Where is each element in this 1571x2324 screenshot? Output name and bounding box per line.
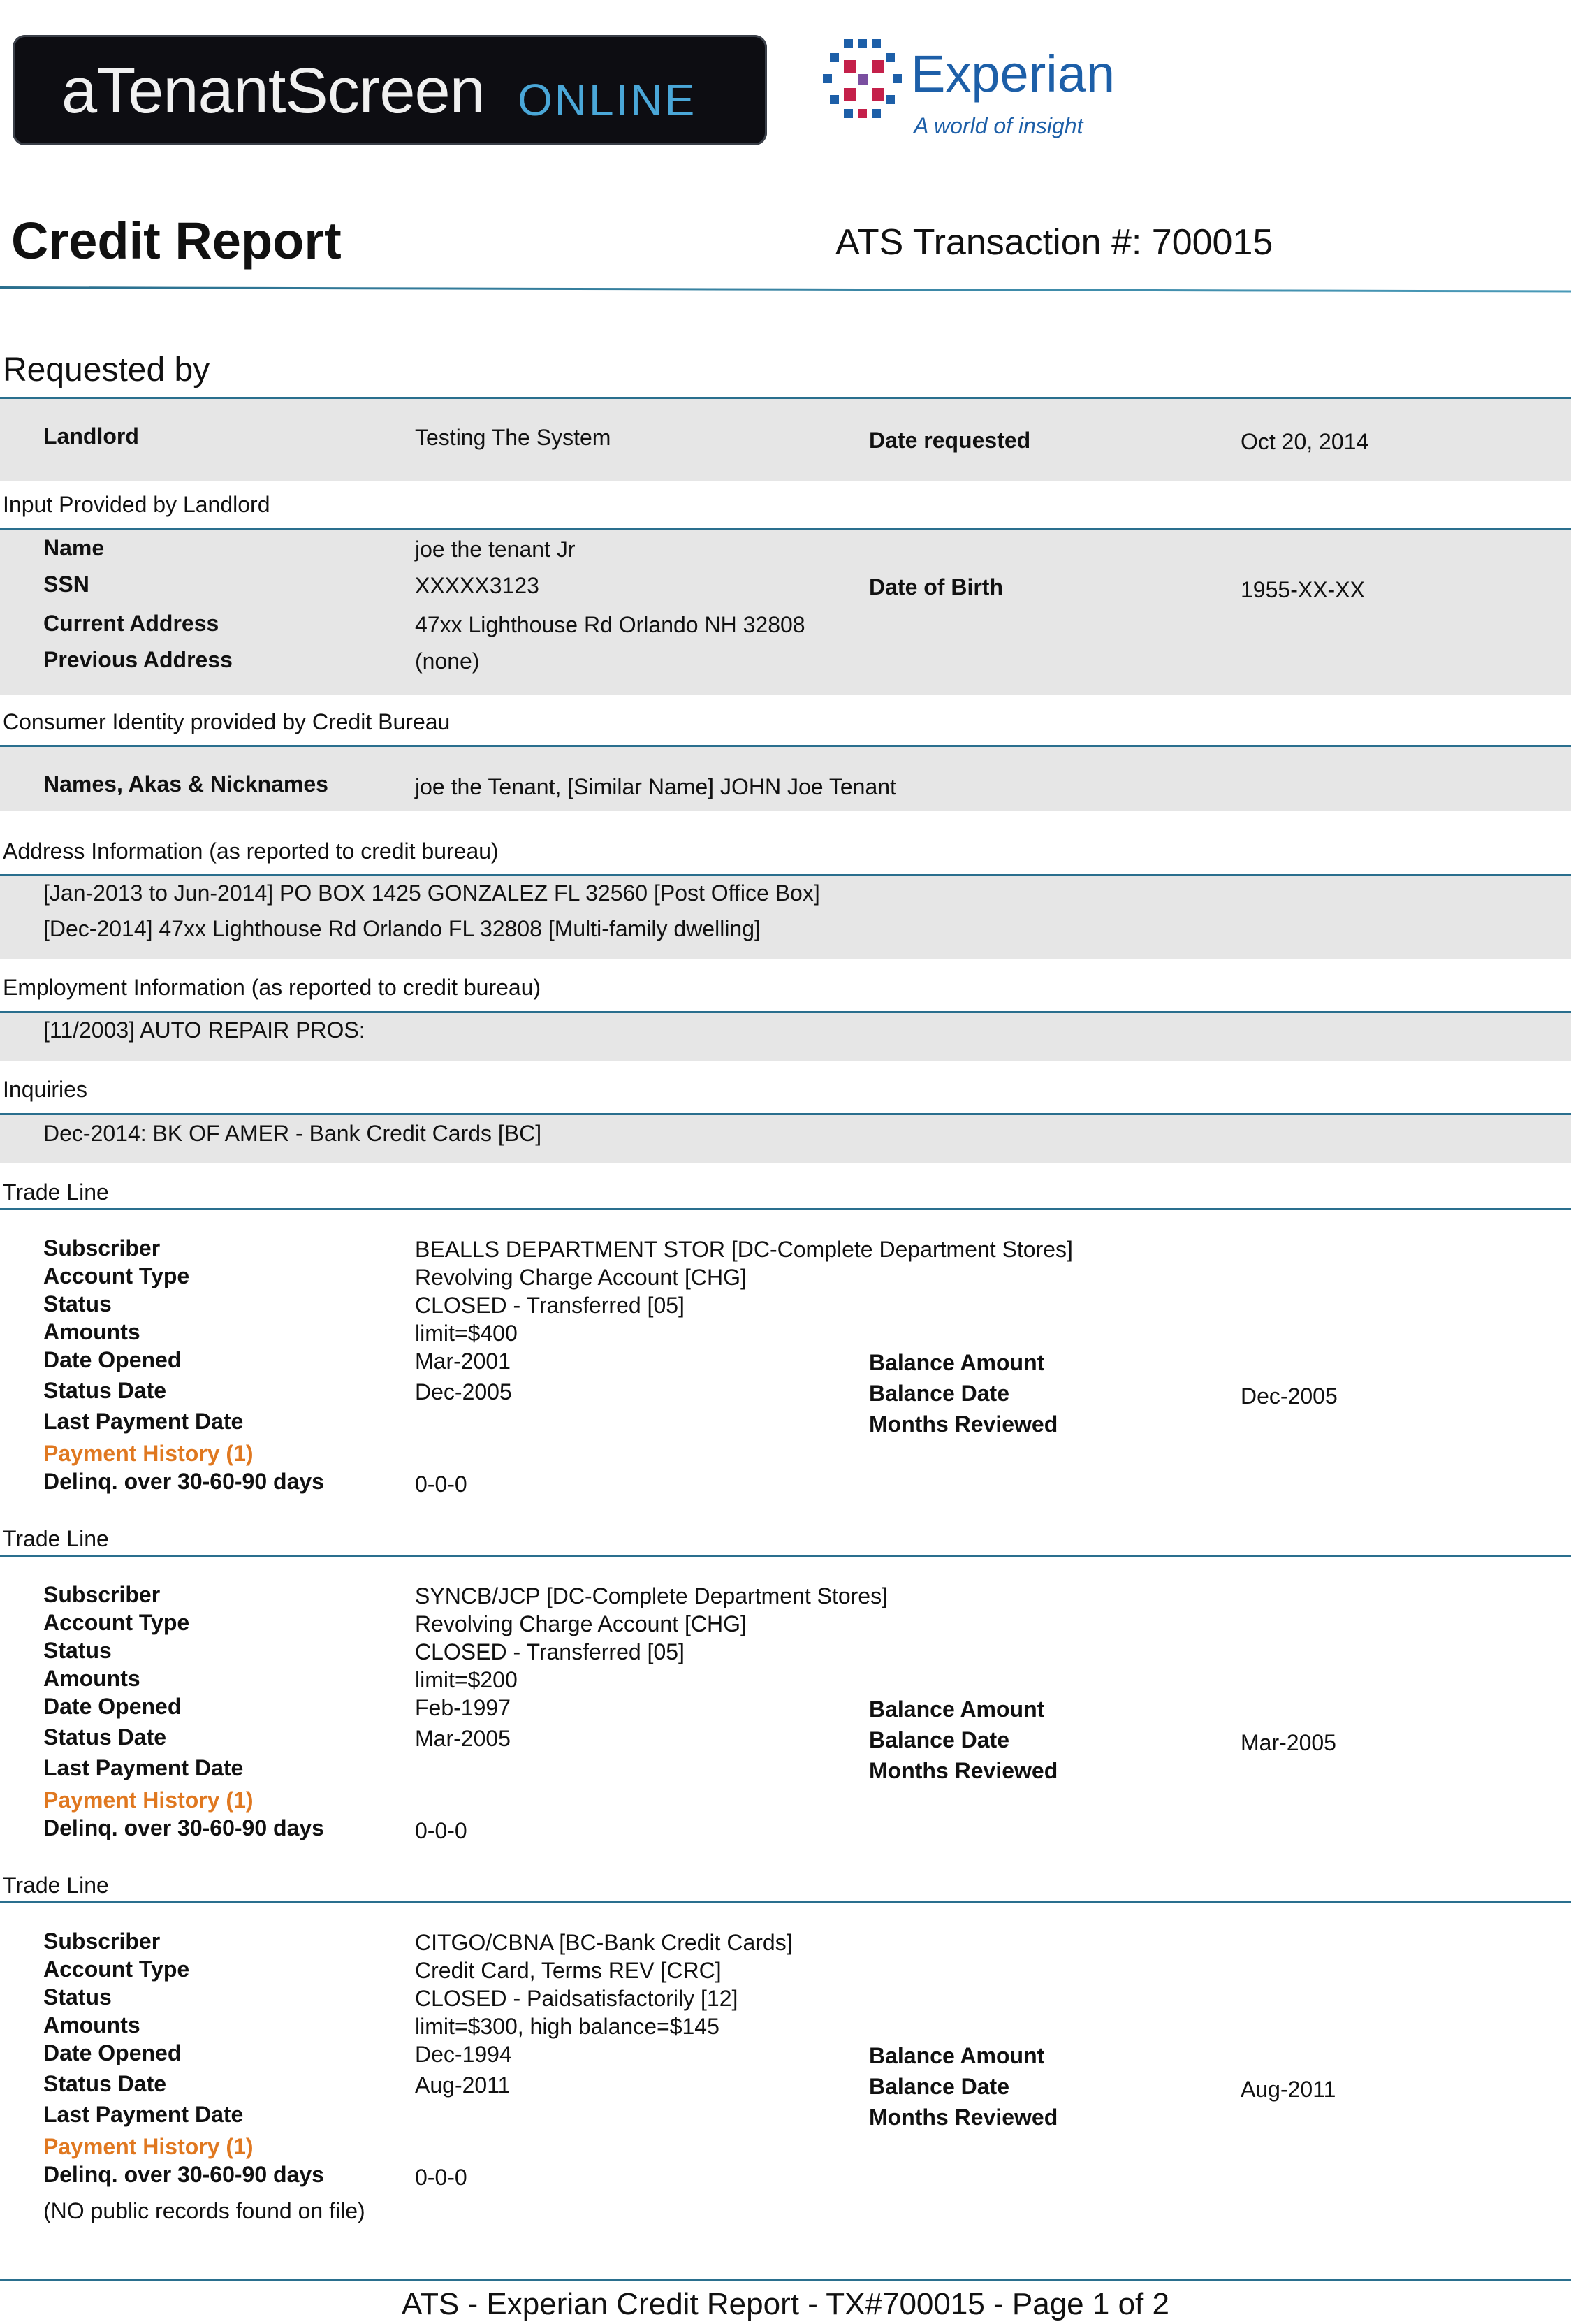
date-opened-label: Date Opened [43,2040,182,2065]
payment-history-link[interactable]: Payment History (1) [43,1441,254,1466]
status-date-value: Mar-2005 [415,1726,511,1751]
requested-by-heading: Requested by [3,351,210,388]
last-payment-label: Last Payment Date [43,2102,244,2127]
page-title: Credit Report [11,212,342,270]
name-label: Name [43,535,105,560]
name-value: joe the tenant Jr [415,537,576,562]
status-label: Status [43,1984,112,2010]
address-heading: Address Information (as reported to credit bureau) [3,838,499,864]
date-requested-label: Date requested [869,428,1031,453]
balance-date-label: Balance Date [869,2074,1009,2099]
names-akas-label: Names, Akas & Nicknames [43,771,328,797]
balance-amount-label: Balance Amount [869,1697,1045,1722]
subscriber-value: CITGO/CBNA [BC-Bank Credit Cards] [415,1930,793,1955]
atenantscreen-logo [13,35,767,145]
account-type-value: Revolving Charge Account [CHG] [415,1611,747,1636]
current-address-label: Current Address [43,611,219,636]
experian-tagline: A world of insight [914,113,1083,138]
balance-date-label: Balance Date [869,1727,1009,1752]
balance-date-label: Balance Date [869,1381,1009,1406]
logo-main-text: aTenantScreen [61,55,485,126]
status-label: Status [43,1291,112,1316]
payment-history-link[interactable]: Payment History (1) [43,2134,254,2159]
delinq-value: 0-0-0 [415,2165,467,2190]
delinq-label: Delinq. over 30-60-90 days [43,1815,324,1840]
delinq-value: 0-0-0 [415,1472,467,1497]
employment-item: [11/2003] AUTO REPAIR PROS: [43,1017,365,1043]
trade-line-heading: Trade Line [3,1526,109,1551]
status-label: Status [43,1638,112,1663]
subscriber-value: BEALLS DEPARTMENT STOR [DC-Complete Department Stores] [415,1237,1073,1262]
subscriber-label: Subscriber [43,1929,161,1954]
account-type-label: Account Type [43,1263,190,1288]
previous-address-value: (none) [415,648,480,674]
public-records-note: (NO public records found on file) [43,2198,365,2223]
trade-line-heading: Trade Line [3,1179,109,1205]
experian-dots-icon [823,39,907,123]
date-opened-value: Dec-1994 [415,2042,512,2067]
subscriber-value: SYNCB/JCP [DC-Complete Department Stores] [415,1583,888,1608]
amounts-label: Amounts [43,2012,140,2038]
inquiries-heading: Inquiries [3,1077,87,1102]
account-type-value: Revolving Charge Account [CHG] [415,1265,747,1290]
date-opened-value: Feb-1997 [415,1695,511,1720]
delinq-value: 0-0-0 [415,1818,467,1843]
subscriber-label: Subscriber [43,1582,161,1607]
transaction-number: ATS Transaction #: 700015 [835,222,1273,263]
names-akas-value: joe the Tenant, [Similar Name] JOHN Joe Tenant [415,774,896,799]
page-footer: ATS - Experian Credit Report - TX#700015 - Page 1 of 2 [402,2287,1169,2321]
status-date-label: Status Date [43,2071,167,2096]
experian-logo [823,39,1116,151]
address-item: [Jan-2013 to Jun-2014] PO BOX 1425 GONZALEZ FL 32560 [Post Office Box] [43,880,820,906]
footer-divider [0,2279,1571,2281]
header-divider [0,286,1571,292]
balance-date-value: Mar-2005 [1241,1730,1336,1755]
months-reviewed-label: Months Reviewed [869,1758,1058,1783]
amounts-label: Amounts [43,1666,140,1691]
section-divider [0,1901,1571,1903]
status-value: CLOSED - Paidsatisfactorily [12] [415,1986,738,2011]
months-reviewed-label: Months Reviewed [869,1411,1058,1437]
date-opened-label: Date Opened [43,1347,182,1372]
date-requested-value: Oct 20, 2014 [1241,429,1369,454]
balance-amount-label: Balance Amount [869,1350,1045,1375]
last-payment-label: Last Payment Date [43,1755,244,1780]
current-address-value: 47xx Lighthouse Rd Orlando NH 32808 [415,612,805,637]
balance-date-value: Aug-2011 [1241,2077,1336,2102]
amounts-value: limit=$400 [415,1321,518,1346]
account-type-label: Account Type [43,1610,190,1635]
section-divider [0,1208,1571,1210]
status-date-label: Status Date [43,1378,167,1403]
status-date-value: Dec-2005 [415,1379,512,1404]
balance-amount-label: Balance Amount [869,2043,1045,2068]
last-payment-label: Last Payment Date [43,1409,244,1434]
experian-name: Experian [911,45,1116,103]
trade-line-heading: Trade Line [3,1873,109,1898]
inquiry-item: Dec-2014: BK OF AMER - Bank Credit Cards [BC] [43,1121,542,1146]
delinq-label: Delinq. over 30-60-90 days [43,1469,324,1494]
input-heading: Input Provided by Landlord [3,492,270,517]
landlord-value: Testing The System [415,425,611,450]
status-date-value: Aug-2011 [415,2072,511,2098]
section-divider [0,1555,1571,1557]
ssn-value: XXXXX3123 [415,573,539,598]
address-item: [Dec-2014] 47xx Lighthouse Rd Orlando FL 32808 [Multi-family dwelling] [43,916,761,941]
ssn-label: SSN [43,572,89,597]
delinq-label: Delinq. over 30-60-90 days [43,2162,324,2187]
landlord-label: Landlord [43,423,139,449]
identity-heading: Consumer Identity provided by Credit Bureau [3,709,451,734]
amounts-value: limit=$200 [415,1667,518,1692]
account-type-value: Credit Card, Terms REV [CRC] [415,1958,722,1983]
status-value: CLOSED - Transferred [05] [415,1293,685,1318]
subscriber-label: Subscriber [43,1235,161,1261]
account-type-label: Account Type [43,1956,190,1982]
status-value: CLOSED - Transferred [05] [415,1639,685,1664]
dob-label: Date of Birth [869,574,1003,600]
date-opened-value: Mar-2001 [415,1349,511,1374]
previous-address-label: Previous Address [43,647,233,672]
dob-value: 1955-XX-XX [1241,577,1365,602]
months-reviewed-label: Months Reviewed [869,2105,1058,2130]
date-opened-label: Date Opened [43,1694,182,1719]
employment-heading: Employment Information (as reported to credit bureau) [3,975,541,1000]
status-date-label: Status Date [43,1724,167,1750]
logo-online-text: ONLINE [518,75,697,125]
payment-history-link[interactable]: Payment History (1) [43,1787,254,1813]
balance-date-value: Dec-2005 [1241,1383,1338,1409]
amounts-value: limit=$300, high balance=$145 [415,2014,719,2039]
amounts-label: Amounts [43,1319,140,1344]
